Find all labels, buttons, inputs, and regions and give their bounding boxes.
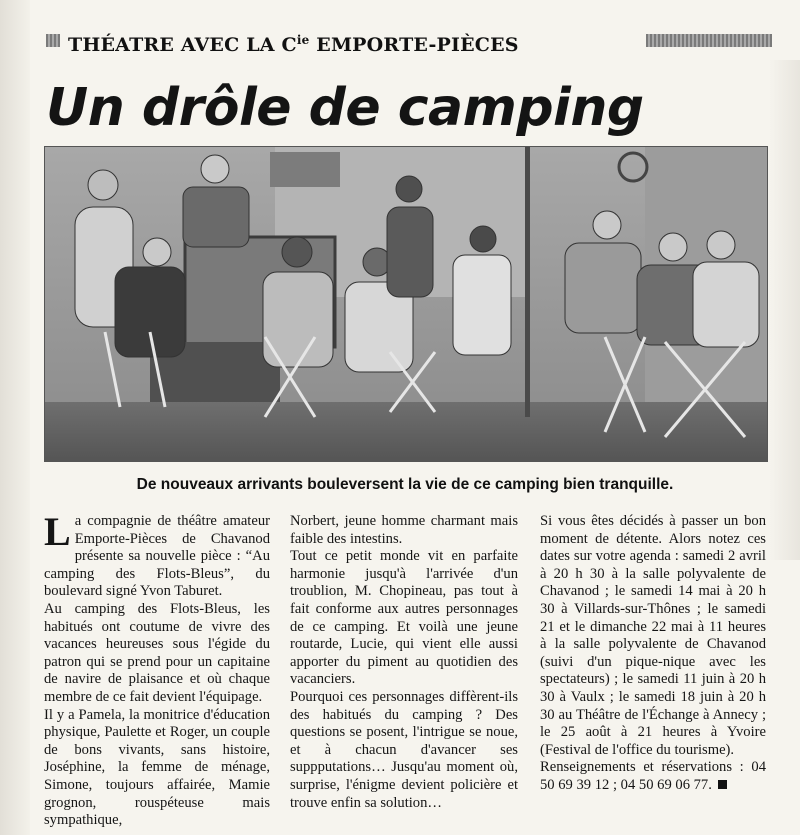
paragraph: Norbert, jeune homme charmant mais faible des intestins.: [290, 513, 518, 547]
kicker-title: THÉATRE AVEC LA $C^{ie}$ EMPORTE-PIÈCES: [68, 33, 519, 56]
kicker-stripe-right: [646, 34, 772, 47]
drop-cap: L: [44, 509, 71, 554]
paragraph: Tout ce petit monde vit en parfaite harmonie jusqu'à l'arrivée d'un troublion, M. Chopineau, pas tout à fait conforme aux autres personnages de ce camping. Et voilà une jeune routarde, Lucie, qui vient elle aussi apporter du piment au quotidien des vacanciers.: [290, 548, 518, 688]
scan-edge-left: [0, 0, 30, 835]
article-column-2: [290, 513, 518, 813]
paragraph: Il y a Pamela, la monitrice d'éducation physique, Paulette et Roger, un couple de bons vivants, sans histoire, Joséphine, la femme de ménage, Simone, toujours affairée, Mamie grognon, rouspéteuse mais sympathique,: [44, 706, 270, 829]
article-column-1: [44, 509, 270, 829]
paragraph: Pourquoi ces personnages diffèrent-ils des habitués du camping ? Des questions se posent, l'intrigue se noue, et à chacun d'avancer ses suppputations… Jusqu'au moment où, surprise, l'énigme devient policière et trouve enfin sa solution…: [290, 688, 518, 811]
end-of-article-mark: [718, 780, 727, 789]
headline: Un drôle de camping: [46, 78, 644, 138]
paragraph: Si vous êtes décidés à passer un bon moment de détente. Alors notez ces dates sur votre agenda : samedi 2 avril à 20 h 30 à la salle polyvalente de Chavanod ; le samedi 14 mai à 20 h 30 à Villards-sur-Thônes ; le samedi 21 et le dimanche 22 mai à 11 heures à la salle polyvalente de Chavanod (suivi d'un pique-nique avec les spectateurs) ; le samedi 11 juin à 20 h 30 à Vaulx ; le samedi 18 juin à 20 h 30 au Théâtre de l'Échange à Annecy ; le 25 août à 21 heures à Yvoire (Festival de l'office du tourisme).: [540, 513, 766, 758]
paragraph: Au camping des Flots-Bleus, les habitués ont coutume de vivre des vacances heureuses sous l'égide du patron qui se prend pour un capitaine de navire de plaisance et où chaque membre de ce fait devient l'équipage.: [44, 600, 270, 705]
kicker-bar: [46, 27, 772, 54]
photo-caption: De nouveaux arrivants bouleversent la vie de ce camping bien tranquille.: [136, 476, 674, 493]
paragraph: Renseignements et réservations : 04 50 69 39 12 ; 04 50 69 06 77.: [540, 759, 766, 793]
paragraph: La compagnie de théâtre amateur Emporte-Pièces de Chavanod présente sa nouvelle pièce : “Au camping des Flots-Bleus”, du boulevard signé Yvon Taburet.: [44, 509, 270, 600]
scan-edge-right: [770, 60, 800, 560]
group-photo: [44, 146, 768, 462]
kicker-stripe-left: [46, 34, 60, 47]
article-column-3: [540, 513, 766, 813]
photo-illustration: [45, 147, 767, 461]
